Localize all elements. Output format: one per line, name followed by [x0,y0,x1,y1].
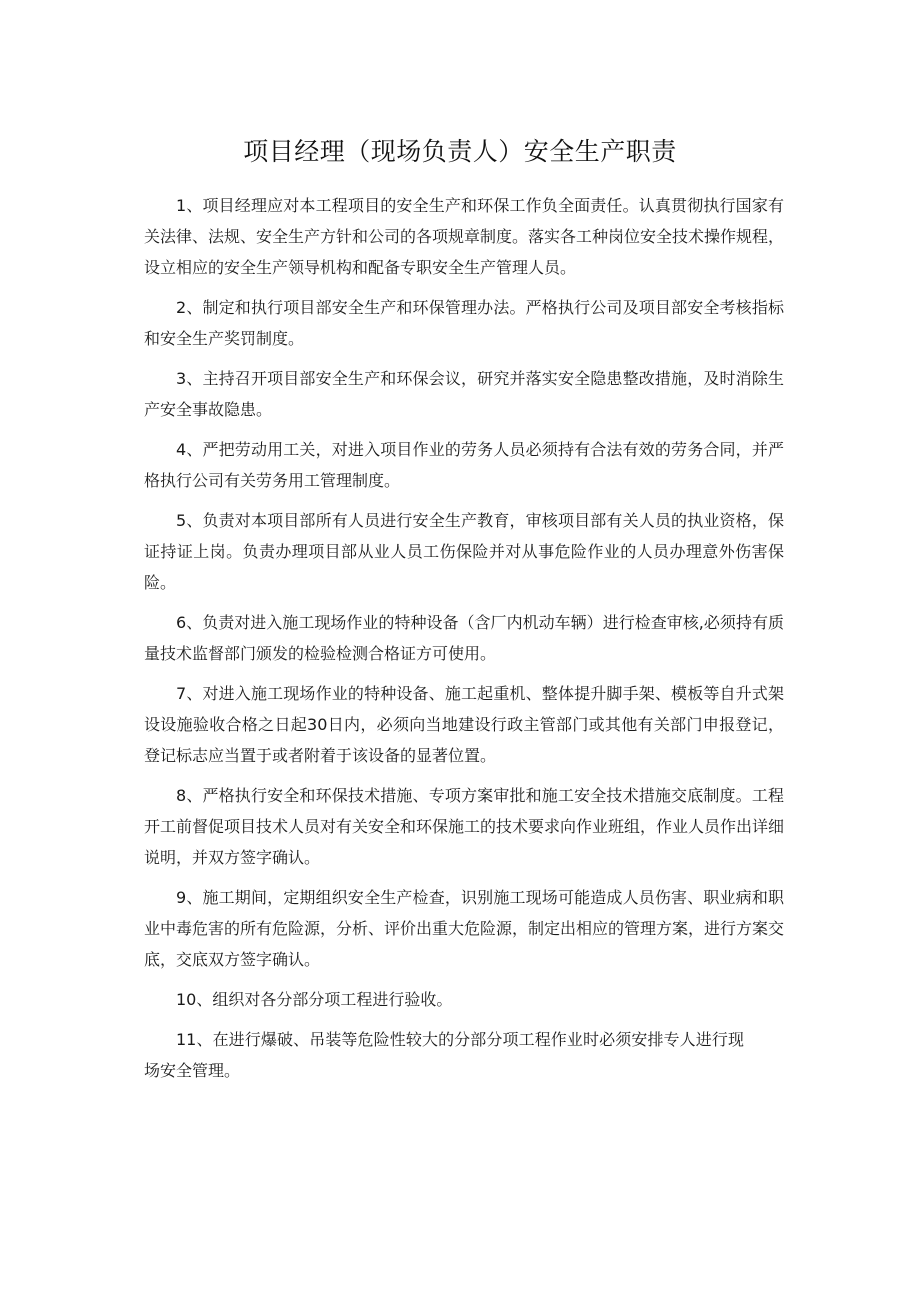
paragraph-9: 9、施工期间，定期组织安全生产检查，识别施工现场可能造成人员伤害、职业病和职业中毒危害的所有危险源，分析、评价出重大危险源，制定出相应的管理方案，进行方案交底，交底双方签字确认。 [144,888,785,969]
paragraph-11: 11、在进行爆破、吊装等危险性较大的分部分项工程作业时必须安排专人进行现场安全管理。 [144,1030,744,1080]
paragraph-4: 4、严把劳动用工关，对进入项目作业的劳务人员必须持有合法有效的劳务合同，并严格执行公司有关劳务用工管理制度。 [144,440,784,490]
paragraph-5: 5、负责对本项目部所有人员进行安全生产教育，审核项目部有关人员的执业资格，保证持证上岗。负责办理项目部从业人员工伤保险并对从事危险作业的人员办理意外伤害保险。 [144,511,784,592]
paragraph-3: 3、主持召开项目部安全生产和环保会议，研究并落实安全隐患整改措施，及时消除生产安全事故隐患。 [144,369,784,419]
paragraph-10: 10、组织对各分部分项工程进行验收。 [176,990,453,1009]
paragraph-2: 2、制定和执行项目部安全生产和环保管理办法。严格执行公司及项目部安全考核指标和安全生产奖罚制度。 [144,298,784,348]
paragraph-6: 6、负责对进入施工现场作业的特种设备（含厂内机动车辆）进行检查审核,必须持有质量技术监督部门颁发的检验检测合格证方可使用。 [144,613,784,663]
paragraph-8: 8、严格执行安全和环保技术措施、专项方案审批和施工安全技术措施交底制度。工程开工前督促项目技术人员对有关安全和环保施工的技术要求向作业班组，作业人员作出详细说明，并双方签字确认。 [144,786,785,867]
paragraph-1: 1、项目经理应对本工程项目的安全生产和环保工作负全面责任。认真贯彻执行国家有关法律、法规、安全生产方针和公司的各项规章制度。落实各工种岗位安全技术操作规程，设立相应的安全生产领导机构和配备专职安全生产管理人员。 [144,196,785,277]
document-body [144,190,784,1095]
document-title: 项目经理（现场负责人）安全生产职责 [243,137,677,166]
paragraph-7: 7、对进入施工现场作业的特种设备、施工起重机、整体提升脚手架、模板等自升式架设设施验收合格之日起30日内，必须向当地建设行政主管部门或其他有关部门申报登记，登记标志应当置于或者附着于该设备的显著位置。 [144,684,784,765]
